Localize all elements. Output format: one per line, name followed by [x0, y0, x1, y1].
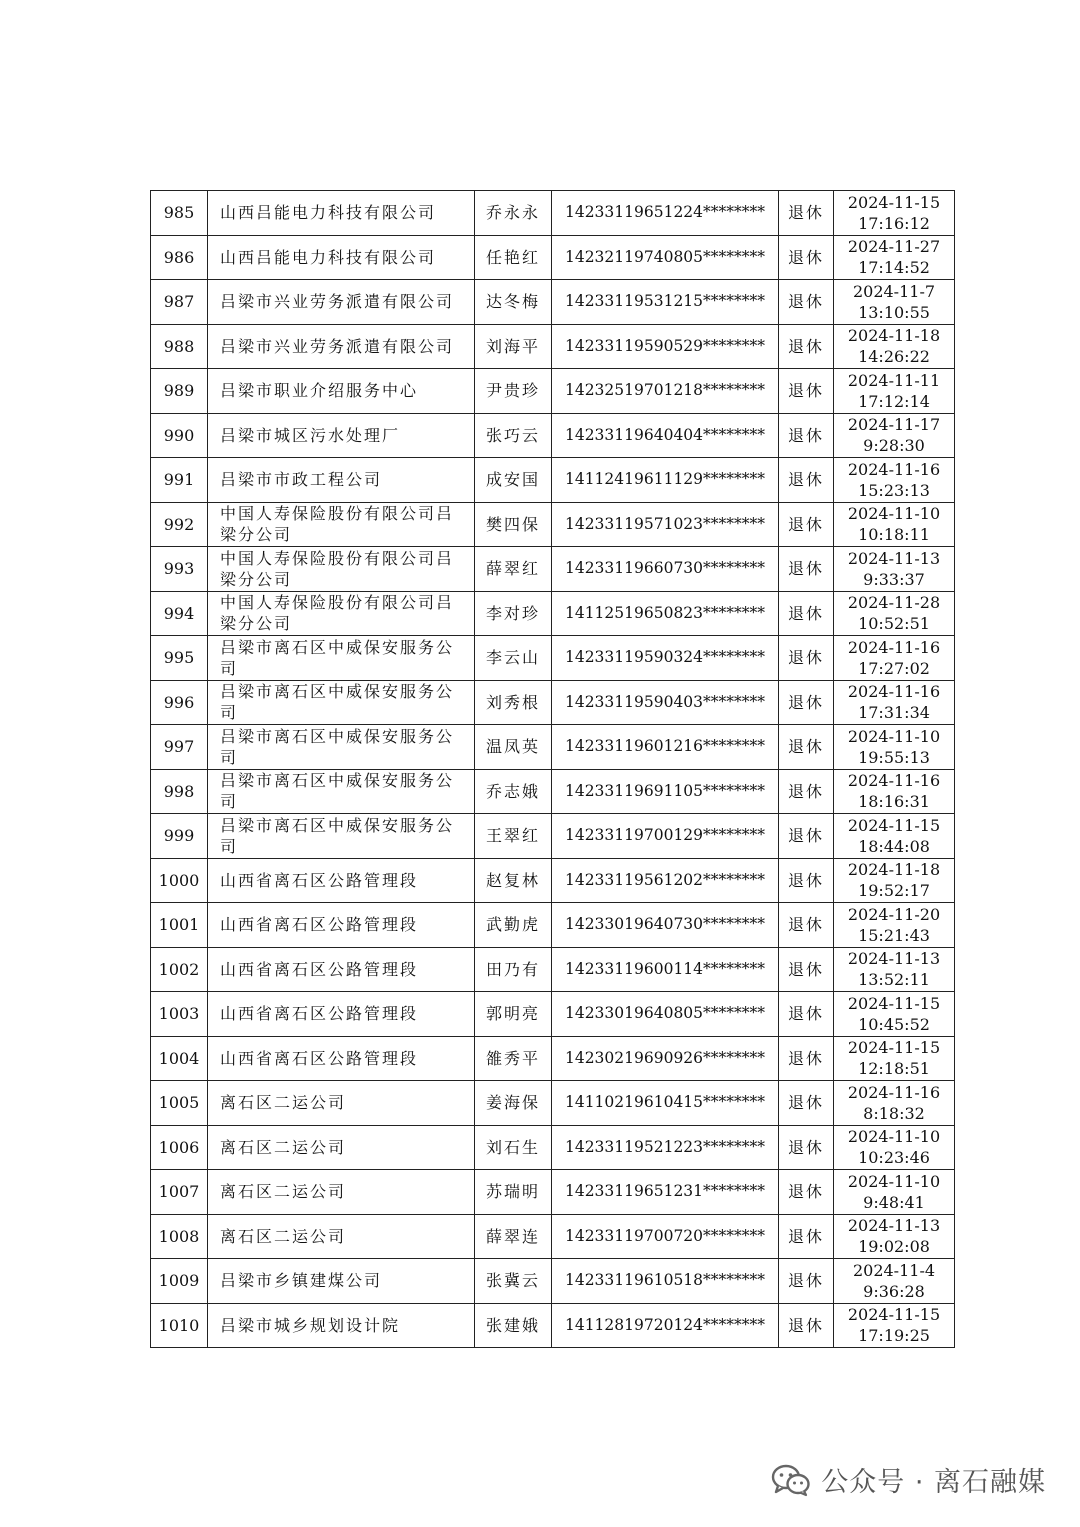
id-number: 14232119740805********	[552, 235, 779, 280]
id-number: 14112419611129********	[552, 458, 779, 503]
watermark	[771, 1460, 1046, 1499]
timestamp: 2024-11-13 13:52:11	[834, 947, 955, 992]
status-type: 退休	[779, 502, 834, 547]
id-number: 14233119561202********	[552, 858, 779, 903]
row-number: 1007	[151, 1170, 208, 1215]
timestamp: 2024-11-10 10:23:46	[834, 1125, 955, 1170]
timestamp: 2024-11-28 10:52:51	[834, 591, 955, 636]
status-type: 退休	[779, 992, 834, 1037]
unit-name: 离石区二运公司	[208, 1081, 475, 1126]
row-number: 990	[151, 413, 208, 458]
unit-name: 离石区二运公司	[208, 1214, 475, 1259]
row-number: 991	[151, 458, 208, 503]
timestamp: 2024-11-16 17:31:34	[834, 680, 955, 725]
id-number: 14233119600114********	[552, 947, 779, 992]
table-row	[151, 547, 955, 592]
timestamp: 2024-11-16 18:16:31	[834, 769, 955, 814]
person-name: 刘秀根	[475, 680, 552, 725]
person-name: 姜海保	[475, 1081, 552, 1126]
person-name: 乔永永	[475, 191, 552, 236]
table-row	[151, 947, 955, 992]
table-row	[151, 858, 955, 903]
status-type: 退休	[779, 858, 834, 903]
id-number: 14233119521223********	[552, 1125, 779, 1170]
unit-name: 山西吕能电力科技有限公司	[208, 191, 475, 236]
person-name: 张冀云	[475, 1259, 552, 1304]
person-name: 樊四保	[475, 502, 552, 547]
person-name: 张巧云	[475, 413, 552, 458]
unit-name: 山西省离石区公路管理段	[208, 858, 475, 903]
id-number: 14232519701218********	[552, 369, 779, 414]
table-row	[151, 1125, 955, 1170]
unit-name: 离石区二运公司	[208, 1125, 475, 1170]
row-number: 1002	[151, 947, 208, 992]
id-number: 14233119571023********	[552, 502, 779, 547]
timestamp: 2024-11-27 17:14:52	[834, 235, 955, 280]
status-type: 退休	[779, 591, 834, 636]
person-name: 张建娥	[475, 1303, 552, 1348]
timestamp: 2024-11-20 15:21:43	[834, 903, 955, 948]
status-type: 退休	[779, 725, 834, 770]
id-number: 14233119610518********	[552, 1259, 779, 1304]
status-type: 退休	[779, 1259, 834, 1304]
unit-name: 山西吕能电力科技有限公司	[208, 235, 475, 280]
unit-name: 吕梁市兴业劳务派遣有限公司	[208, 324, 475, 369]
status-type: 退休	[779, 458, 834, 503]
timestamp: 2024-11-16 15:23:13	[834, 458, 955, 503]
table-row	[151, 280, 955, 325]
row-number: 986	[151, 235, 208, 280]
id-number: 14112519650823********	[552, 591, 779, 636]
table-row	[151, 1081, 955, 1126]
timestamp: 2024-11-16 8:18:32	[834, 1081, 955, 1126]
person-name: 任艳红	[475, 235, 552, 280]
unit-name: 山西省离石区公路管理段	[208, 1036, 475, 1081]
row-number: 1000	[151, 858, 208, 903]
table-row	[151, 1170, 955, 1215]
unit-name: 中国人寿保险股份有限公司吕梁分公司	[208, 547, 475, 592]
unit-name: 吕梁市市政工程公司	[208, 458, 475, 503]
row-number: 988	[151, 324, 208, 369]
unit-name: 吕梁市离石区中威保安服务公司	[208, 680, 475, 725]
status-type: 退休	[779, 1081, 834, 1126]
row-number: 987	[151, 280, 208, 325]
timestamp: 2024-11-10 10:18:11	[834, 502, 955, 547]
timestamp: 2024-11-10 19:55:13	[834, 725, 955, 770]
unit-name: 山西省离石区公路管理段	[208, 992, 475, 1037]
person-name: 王翠红	[475, 814, 552, 859]
row-number: 995	[151, 636, 208, 681]
row-number: 992	[151, 502, 208, 547]
watermark-text: 公众号 · 离石融媒	[821, 1467, 1046, 1498]
id-number: 14233119651231********	[552, 1170, 779, 1215]
timestamp: 2024-11-15 17:19:25	[834, 1303, 955, 1348]
timestamp: 2024-11-10 9:48:41	[834, 1170, 955, 1215]
person-name: 李对珍	[475, 591, 552, 636]
row-number: 1008	[151, 1214, 208, 1259]
table-row	[151, 814, 955, 859]
timestamp: 2024-11-13 9:33:37	[834, 547, 955, 592]
id-number: 14233119640404********	[552, 413, 779, 458]
status-type: 退休	[779, 1303, 834, 1348]
person-name: 刘石生	[475, 1125, 552, 1170]
row-number: 1003	[151, 992, 208, 1037]
status-type: 退休	[779, 280, 834, 325]
id-number: 14233119590324********	[552, 636, 779, 681]
person-name: 成安国	[475, 458, 552, 503]
unit-name: 吕梁市乡镇建煤公司	[208, 1259, 475, 1304]
table-row	[151, 1214, 955, 1259]
timestamp: 2024-11-7 13:10:55	[834, 280, 955, 325]
table-row	[151, 502, 955, 547]
id-number: 14233019640805********	[552, 992, 779, 1037]
unit-name: 吕梁市离石区中威保安服务公司	[208, 725, 475, 770]
row-number: 997	[151, 725, 208, 770]
row-number: 1004	[151, 1036, 208, 1081]
table-row	[151, 413, 955, 458]
person-name: 薛翠红	[475, 547, 552, 592]
table-row	[151, 636, 955, 681]
unit-name: 中国人寿保险股份有限公司吕梁分公司	[208, 591, 475, 636]
status-type: 退休	[779, 1036, 834, 1081]
person-name: 刘海平	[475, 324, 552, 369]
person-name: 温凤英	[475, 725, 552, 770]
table-row	[151, 458, 955, 503]
id-number: 14233019640730********	[552, 903, 779, 948]
status-type: 退休	[779, 1214, 834, 1259]
status-type: 退休	[779, 235, 834, 280]
person-name: 李云山	[475, 636, 552, 681]
person-name: 武勤虎	[475, 903, 552, 948]
table-row	[151, 992, 955, 1037]
person-name: 赵复林	[475, 858, 552, 903]
timestamp: 2024-11-15 12:18:51	[834, 1036, 955, 1081]
person-name: 尹贵珍	[475, 369, 552, 414]
row-number: 998	[151, 769, 208, 814]
timestamp: 2024-11-16 17:27:02	[834, 636, 955, 681]
unit-name: 吕梁市离石区中威保安服务公司	[208, 814, 475, 859]
id-number: 14233119531215********	[552, 280, 779, 325]
status-type: 退休	[779, 636, 834, 681]
table-row	[151, 324, 955, 369]
table-row	[151, 235, 955, 280]
status-type: 退休	[779, 1125, 834, 1170]
status-type: 退休	[779, 814, 834, 859]
id-number: 14110219610415********	[552, 1081, 779, 1126]
id-number: 14233119590529********	[552, 324, 779, 369]
id-number: 14233119700720********	[552, 1214, 779, 1259]
row-number: 999	[151, 814, 208, 859]
person-name: 薛翠连	[475, 1214, 552, 1259]
timestamp: 2024-11-17 9:28:30	[834, 413, 955, 458]
person-name: 苏瑞明	[475, 1170, 552, 1215]
unit-name: 中国人寿保险股份有限公司吕梁分公司	[208, 502, 475, 547]
row-number: 1006	[151, 1125, 208, 1170]
table-row	[151, 725, 955, 770]
status-type: 退休	[779, 413, 834, 458]
table-row	[151, 591, 955, 636]
unit-name: 离石区二运公司	[208, 1170, 475, 1215]
timestamp: 2024-11-18 14:26:22	[834, 324, 955, 369]
unit-name: 吕梁市城乡规划设计院	[208, 1303, 475, 1348]
person-name: 田乃有	[475, 947, 552, 992]
unit-name: 山西省离石区公路管理段	[208, 947, 475, 992]
table-row	[151, 1303, 955, 1348]
id-number: 14230219690926********	[552, 1036, 779, 1081]
unit-name: 吕梁市离石区中威保安服务公司	[208, 769, 475, 814]
unit-name: 吕梁市离石区中威保安服务公司	[208, 636, 475, 681]
table-row	[151, 191, 955, 236]
unit-name: 吕梁市职业介绍服务中心	[208, 369, 475, 414]
timestamp: 2024-11-18 19:52:17	[834, 858, 955, 903]
id-number: 14233119691105********	[552, 769, 779, 814]
status-type: 退休	[779, 903, 834, 948]
unit-name: 吕梁市城区污水处理厂	[208, 413, 475, 458]
person-name: 雒秀平	[475, 1036, 552, 1081]
row-number: 1005	[151, 1081, 208, 1126]
id-number: 14233119651224********	[552, 191, 779, 236]
id-number: 14112819720124********	[552, 1303, 779, 1348]
person-name: 乔志娥	[475, 769, 552, 814]
status-type: 退休	[779, 191, 834, 236]
status-type: 退休	[779, 324, 834, 369]
row-number: 993	[151, 547, 208, 592]
timestamp: 2024-11-13 19:02:08	[834, 1214, 955, 1259]
table-row	[151, 369, 955, 414]
person-name: 达冬梅	[475, 280, 552, 325]
table-row	[151, 680, 955, 725]
unit-name: 山西省离石区公路管理段	[208, 903, 475, 948]
timestamp: 2024-11-11 17:12:14	[834, 369, 955, 414]
person-name: 郭明亮	[475, 992, 552, 1037]
table-row	[151, 903, 955, 948]
table-row	[151, 1259, 955, 1304]
status-type: 退休	[779, 547, 834, 592]
timestamp: 2024-11-15 17:16:12	[834, 191, 955, 236]
status-type: 退休	[779, 769, 834, 814]
id-number: 14233119601216********	[552, 725, 779, 770]
row-number: 1010	[151, 1303, 208, 1348]
status-type: 退休	[779, 680, 834, 725]
status-type: 退休	[779, 947, 834, 992]
row-number: 1009	[151, 1259, 208, 1304]
row-number: 1001	[151, 903, 208, 948]
row-number: 994	[151, 591, 208, 636]
table-body	[151, 191, 955, 1348]
timestamp: 2024-11-4 9:36:28	[834, 1259, 955, 1304]
id-number: 14233119700129********	[552, 814, 779, 859]
unit-name: 吕梁市兴业劳务派遣有限公司	[208, 280, 475, 325]
id-number: 14233119590403********	[552, 680, 779, 725]
timestamp: 2024-11-15 10:45:52	[834, 992, 955, 1037]
row-number: 996	[151, 680, 208, 725]
table-row	[151, 769, 955, 814]
status-type: 退休	[779, 369, 834, 414]
wechat-icon	[771, 1463, 811, 1497]
id-number: 14233119660730********	[552, 547, 779, 592]
status-type: 退休	[779, 1170, 834, 1215]
retiree-table	[150, 190, 955, 1348]
timestamp: 2024-11-15 18:44:08	[834, 814, 955, 859]
row-number: 985	[151, 191, 208, 236]
table-row	[151, 1036, 955, 1081]
row-number: 989	[151, 369, 208, 414]
